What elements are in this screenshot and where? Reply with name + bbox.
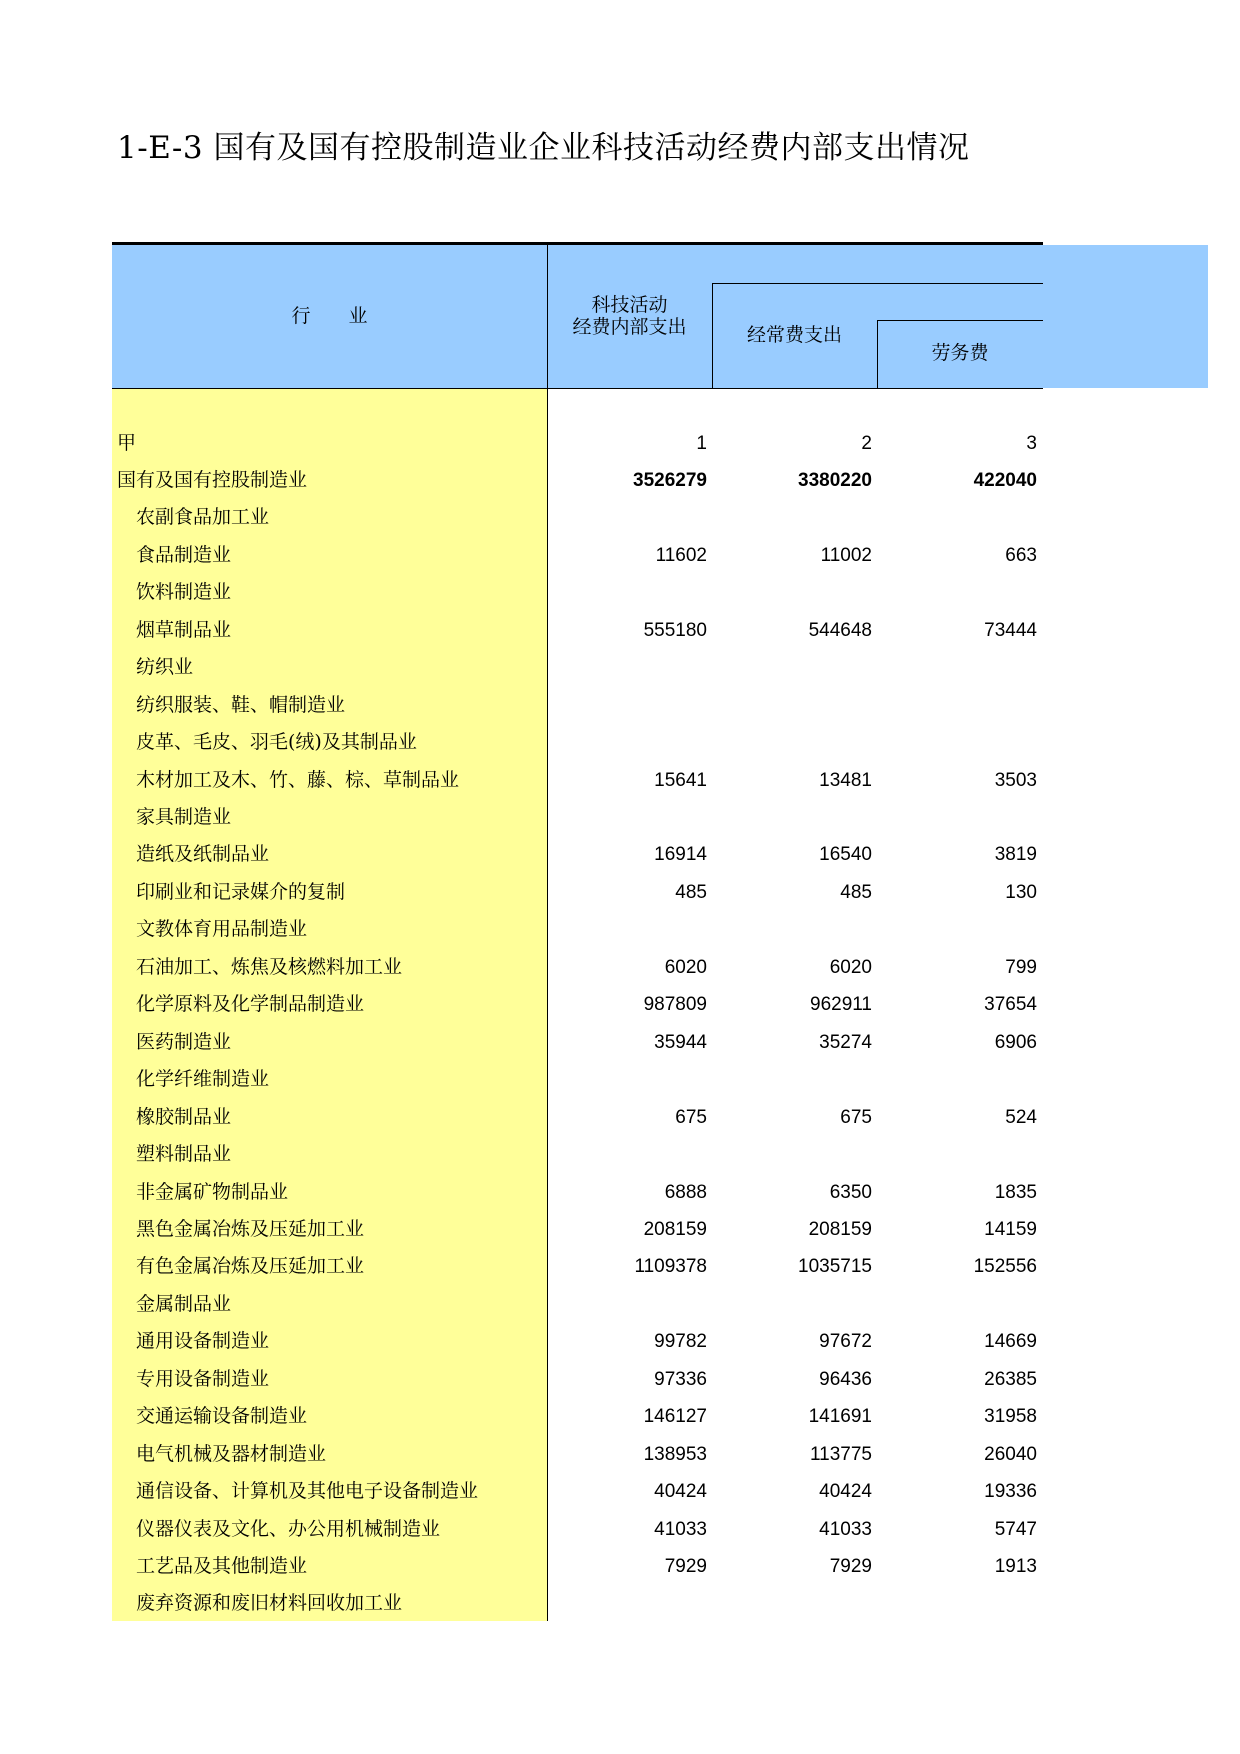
row-value-v1: 1109378 bbox=[634, 1256, 707, 1278]
row-value-v2: 3380220 bbox=[798, 469, 872, 491]
row-value-v2 bbox=[732, 687, 872, 725]
row-value-v1: 16914 bbox=[654, 844, 707, 866]
row-value-v2 bbox=[732, 1061, 872, 1099]
row-value-v1 bbox=[567, 1061, 707, 1099]
table-row bbox=[112, 1136, 1043, 1174]
row-value-v1 bbox=[567, 1136, 707, 1174]
table-row bbox=[112, 986, 1043, 1024]
row-value-v3: 1835 bbox=[994, 1181, 1037, 1203]
table-row bbox=[112, 1473, 1043, 1511]
row-value-v3 bbox=[897, 574, 1037, 612]
row-label: 文教体育用品制造业 bbox=[136, 918, 308, 941]
row-label: 食品制造业 bbox=[136, 543, 232, 566]
row-value-v2: 675 bbox=[840, 1106, 872, 1128]
table-row bbox=[112, 799, 1043, 837]
row-label: 国有及国有控股制造业 bbox=[117, 468, 308, 491]
row-value-v1: 1 bbox=[696, 432, 707, 454]
page-title: 1-E-3 国有及国有控股制造业企业科技活动经费内部支出情况 bbox=[117, 130, 970, 166]
row-value-v3 bbox=[897, 799, 1037, 837]
row-value-v2: 2 bbox=[861, 432, 872, 454]
row-value-v2: 35274 bbox=[819, 1031, 872, 1053]
row-label: 工艺品及其他制造业 bbox=[136, 1555, 308, 1577]
table-row bbox=[112, 1286, 1043, 1324]
row-value-v2 bbox=[732, 799, 872, 837]
row-label: 专用设备制造业 bbox=[136, 1367, 270, 1390]
row-value-v2 bbox=[732, 574, 872, 612]
row-value-v1 bbox=[567, 687, 707, 725]
row-value-v1: 987809 bbox=[643, 994, 707, 1016]
table-row bbox=[112, 949, 1043, 987]
row-value-v3: 1913 bbox=[994, 1556, 1037, 1577]
row-value-v3 bbox=[897, 1061, 1037, 1099]
row-value-v3: 3819 bbox=[994, 844, 1037, 866]
row-label: 木材加工及木、竹、藤、棕、草制品业 bbox=[136, 768, 460, 791]
row-value-v1: 40424 bbox=[654, 1481, 707, 1503]
row-value-v1 bbox=[567, 1585, 707, 1623]
row-value-v1: 35944 bbox=[654, 1031, 707, 1053]
row-label: 橡胶制品业 bbox=[136, 1105, 232, 1128]
row-value-v2: 1035715 bbox=[798, 1256, 872, 1278]
row-value-v1: 6020 bbox=[664, 956, 707, 978]
row-label: 家具制造业 bbox=[136, 806, 232, 828]
row-value-v3 bbox=[897, 1136, 1037, 1174]
row-label: 金属制品业 bbox=[136, 1292, 232, 1315]
header-col1: 科技活动 经费内部支出 bbox=[572, 294, 687, 338]
row-value-v1: 15641 bbox=[654, 769, 707, 791]
row-value-v1: 555180 bbox=[643, 619, 707, 641]
row-value-v3 bbox=[897, 1585, 1037, 1623]
row-value-v3: 524 bbox=[1005, 1106, 1037, 1128]
table-row bbox=[112, 462, 1043, 500]
row-value-v1: 41033 bbox=[654, 1518, 707, 1540]
table-row bbox=[112, 1248, 1043, 1286]
row-label: 废弃资源和废旧材料回收加工业 bbox=[136, 1592, 403, 1615]
row-value-v2: 962911 bbox=[810, 994, 872, 1016]
row-value-v3: 14159 bbox=[984, 1218, 1037, 1240]
row-value-v2: 16540 bbox=[819, 844, 872, 866]
row-value-v1 bbox=[567, 724, 707, 762]
row-value-v1: 3526279 bbox=[633, 469, 707, 491]
table-row bbox=[112, 911, 1043, 949]
row-value-v2 bbox=[732, 499, 872, 537]
row-value-v1: 97336 bbox=[654, 1368, 707, 1390]
table-row bbox=[112, 724, 1043, 762]
table-row bbox=[112, 687, 1043, 725]
row-value-v2: 6350 bbox=[829, 1181, 872, 1203]
row-value-v2 bbox=[732, 724, 872, 762]
row-value-v1: 146127 bbox=[643, 1406, 707, 1428]
row-value-v2: 40424 bbox=[819, 1481, 872, 1503]
row-label: 黑色金属冶炼及压延加工业 bbox=[136, 1217, 365, 1240]
row-value-v3 bbox=[897, 724, 1037, 762]
row-value-v3: 26040 bbox=[984, 1443, 1037, 1465]
row-value-v2 bbox=[732, 1136, 872, 1174]
row-label: 皮革、毛皮、羽毛(绒)及其制品业 bbox=[136, 731, 417, 754]
row-label: 饮料制造业 bbox=[136, 581, 232, 604]
header-col3: 劳务费 bbox=[931, 342, 989, 364]
row-value-v3: 31958 bbox=[984, 1406, 1037, 1428]
header-col2: 经常费支出 bbox=[746, 324, 842, 346]
row-value-v1: 11602 bbox=[655, 544, 707, 566]
header-divider bbox=[712, 283, 1043, 284]
row-value-v3: 422040 bbox=[973, 469, 1037, 491]
row-value-v1: 6888 bbox=[664, 1181, 707, 1203]
table-row bbox=[112, 1548, 1043, 1586]
row-label: 仪器仪表及文化、办公用机械制造业 bbox=[136, 1517, 441, 1540]
row-label: 化学原料及化学制品制造业 bbox=[136, 993, 365, 1016]
row-label: 造纸及纸制品业 bbox=[136, 843, 270, 866]
row-value-v2 bbox=[732, 649, 872, 687]
row-label: 非金属矿物制品业 bbox=[136, 1180, 289, 1203]
table-row bbox=[112, 1211, 1043, 1249]
row-label: 通信设备、计算机及其他电子设备制造业 bbox=[136, 1480, 479, 1503]
row-value-v3: 799 bbox=[1005, 956, 1037, 978]
row-value-v1: 99782 bbox=[654, 1331, 707, 1353]
table-row bbox=[112, 874, 1043, 912]
row-value-v3: 663 bbox=[1005, 544, 1037, 566]
table-row bbox=[112, 1174, 1043, 1212]
row-value-v2: 11002 bbox=[820, 544, 872, 566]
row-value-v1: 7929 bbox=[664, 1556, 707, 1577]
table-row bbox=[112, 1585, 1043, 1623]
row-value-v3: 14669 bbox=[984, 1331, 1037, 1353]
row-value-v3 bbox=[897, 499, 1037, 537]
table-row bbox=[112, 649, 1043, 687]
row-label: 烟草制品业 bbox=[136, 618, 232, 641]
row-label: 纺织服装、鞋、帽制造业 bbox=[136, 693, 346, 716]
row-label: 有色金属冶炼及压延加工业 bbox=[136, 1255, 365, 1278]
row-value-v3 bbox=[897, 687, 1037, 725]
table-row bbox=[112, 1361, 1043, 1399]
row-value-v2: 113775 bbox=[810, 1443, 872, 1465]
row-label: 塑料制品业 bbox=[136, 1143, 232, 1166]
row-label: 纺织业 bbox=[136, 656, 194, 679]
row-value-v2: 544648 bbox=[808, 619, 872, 641]
row-value-v1: 208159 bbox=[643, 1218, 707, 1240]
table-row bbox=[112, 1099, 1043, 1137]
table-row bbox=[112, 1436, 1043, 1474]
row-value-v2 bbox=[732, 1585, 872, 1623]
row-value-v3: 130 bbox=[1005, 881, 1037, 903]
table-row bbox=[112, 499, 1043, 537]
table-row bbox=[112, 537, 1043, 575]
row-label: 医药制造业 bbox=[136, 1030, 232, 1053]
table-row bbox=[112, 1024, 1043, 1062]
row-label: 电气机械及器材制造业 bbox=[136, 1442, 327, 1465]
table-row bbox=[112, 762, 1043, 800]
row-value-v2: 6020 bbox=[829, 956, 872, 978]
row-value-v1: 485 bbox=[675, 881, 707, 903]
row-value-v2: 97672 bbox=[819, 1331, 872, 1353]
table-row bbox=[112, 836, 1043, 874]
row-value-v3: 26385 bbox=[984, 1368, 1037, 1390]
row-value-v1 bbox=[567, 499, 707, 537]
table-row bbox=[112, 425, 1043, 463]
row-value-v2 bbox=[732, 1286, 872, 1324]
row-value-v3: 37654 bbox=[984, 994, 1037, 1016]
row-value-v1 bbox=[567, 799, 707, 837]
table-row bbox=[112, 574, 1043, 612]
row-label: 通用设备制造业 bbox=[136, 1330, 270, 1353]
row-value-v3: 6906 bbox=[994, 1031, 1037, 1053]
row-value-v3 bbox=[897, 911, 1037, 949]
row-value-v1 bbox=[567, 574, 707, 612]
table-row bbox=[112, 1398, 1043, 1436]
row-value-v3 bbox=[897, 649, 1037, 687]
row-value-v3 bbox=[897, 1286, 1037, 1324]
row-label: 交通运输设备制造业 bbox=[136, 1405, 308, 1428]
row-value-v3: 5747 bbox=[994, 1518, 1037, 1540]
row-label: 石油加工、炼焦及核燃料加工业 bbox=[136, 955, 403, 978]
row-value-v3: 152556 bbox=[973, 1256, 1037, 1278]
row-label: 化学纤维制造业 bbox=[136, 1068, 270, 1091]
table-row bbox=[112, 1061, 1043, 1099]
header-industry: 行 业 bbox=[291, 305, 368, 327]
header-divider bbox=[877, 320, 1043, 321]
table-row bbox=[112, 1511, 1043, 1549]
row-label: 甲 bbox=[117, 431, 137, 454]
row-value-v3: 3503 bbox=[994, 769, 1037, 791]
row-value-v2: 7929 bbox=[829, 1556, 872, 1577]
row-value-v1 bbox=[567, 1286, 707, 1324]
row-value-v2: 96436 bbox=[819, 1368, 872, 1390]
row-value-v1 bbox=[567, 649, 707, 687]
row-label: 印刷业和记录媒介的复制 bbox=[136, 880, 346, 903]
row-value-v1: 675 bbox=[675, 1106, 707, 1128]
row-value-v2: 41033 bbox=[819, 1518, 872, 1540]
row-value-v3: 3 bbox=[1026, 432, 1037, 454]
row-value-v1 bbox=[567, 911, 707, 949]
row-value-v3: 19336 bbox=[984, 1481, 1037, 1503]
row-value-v2: 13481 bbox=[819, 769, 872, 791]
row-value-v2 bbox=[732, 911, 872, 949]
row-label: 农副食品加工业 bbox=[136, 506, 270, 529]
row-value-v2: 485 bbox=[840, 881, 872, 903]
row-value-v1: 138953 bbox=[643, 1443, 707, 1465]
row-value-v3: 73444 bbox=[984, 619, 1037, 641]
row-value-v2: 141691 bbox=[808, 1406, 872, 1428]
table-row bbox=[112, 612, 1043, 650]
table-row bbox=[112, 1323, 1043, 1361]
row-value-v2: 208159 bbox=[808, 1218, 872, 1240]
